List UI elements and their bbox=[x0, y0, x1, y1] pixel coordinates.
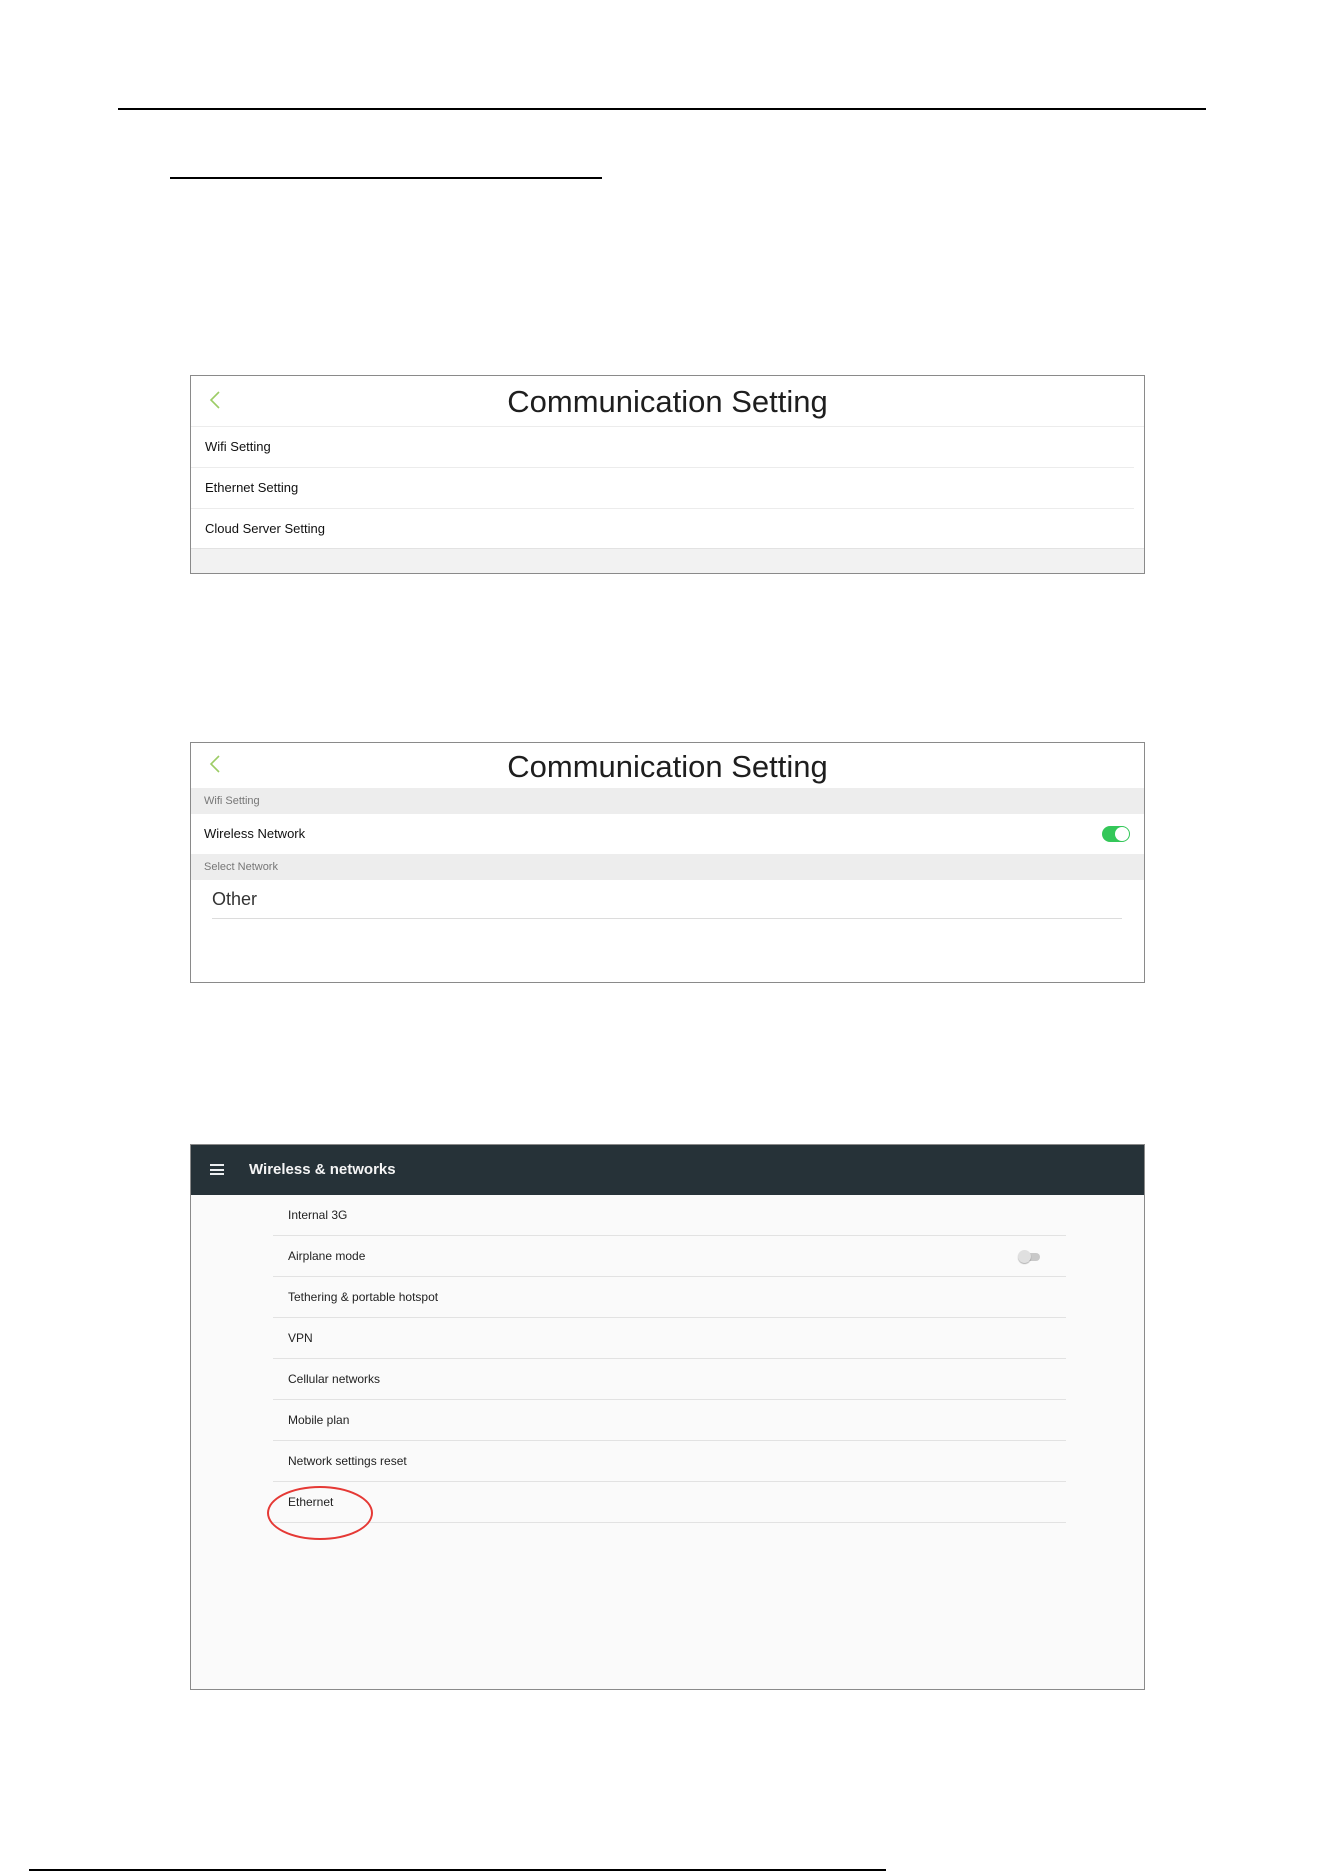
wireless-network-toggle[interactable] bbox=[1102, 826, 1130, 842]
app-bar bbox=[191, 1145, 1144, 1195]
menu-item-ethernet-setting[interactable]: Ethernet Setting bbox=[191, 468, 1134, 509]
airplane-mode-toggle[interactable] bbox=[1018, 1250, 1040, 1262]
footer-area bbox=[191, 548, 1144, 573]
settings-item-airplane-mode[interactable] bbox=[273, 1236, 1066, 1277]
menu-item-wifi-setting[interactable]: Wifi Setting bbox=[191, 427, 1134, 468]
header-rule bbox=[118, 108, 1206, 110]
toggle-knob bbox=[1115, 827, 1129, 841]
settings-list bbox=[191, 1195, 1144, 1689]
menu-icon[interactable] bbox=[210, 1164, 224, 1175]
settings-item-network-settings-reset[interactable]: Network settings reset bbox=[273, 1441, 1066, 1482]
screenshot-communication-setting bbox=[190, 375, 1145, 574]
section-header-select-network: Select Network bbox=[191, 854, 1144, 880]
wireless-network-row[interactable] bbox=[191, 814, 1144, 854]
header bbox=[191, 743, 1144, 788]
settings-item-ethernet[interactable]: Ethernet bbox=[273, 1482, 1066, 1523]
airplane-mode-label: Airplane mode bbox=[288, 1249, 366, 1263]
page-title: Communication Setting bbox=[507, 749, 828, 784]
screenshot-wireless-networks bbox=[190, 1144, 1145, 1690]
section-header-wifi-setting: Wifi Setting bbox=[191, 788, 1144, 814]
footer-rule bbox=[29, 1869, 886, 1871]
section-heading-underline bbox=[170, 177, 602, 179]
wireless-network-label: Wireless Network bbox=[204, 826, 306, 841]
menu-item-cloud-server-setting[interactable]: Cloud Server Setting bbox=[205, 521, 325, 536]
header bbox=[191, 376, 1144, 427]
screenshot-wifi-setting bbox=[190, 742, 1145, 983]
settings-item-internal-3g[interactable]: Internal 3G bbox=[273, 1195, 1066, 1236]
settings-item-cellular-networks[interactable]: Cellular networks bbox=[273, 1359, 1066, 1400]
page-title: Communication Setting bbox=[507, 384, 828, 419]
toggle-knob bbox=[1018, 1250, 1031, 1263]
settings-item-mobile-plan[interactable]: Mobile plan bbox=[273, 1400, 1066, 1441]
app-bar-title: Wireless & networks bbox=[249, 1161, 396, 1178]
network-item-other[interactable]: Other bbox=[212, 880, 1122, 919]
settings-item-vpn[interactable]: VPN bbox=[273, 1318, 1066, 1359]
settings-item-tethering[interactable]: Tethering & portable hotspot bbox=[273, 1277, 1066, 1318]
